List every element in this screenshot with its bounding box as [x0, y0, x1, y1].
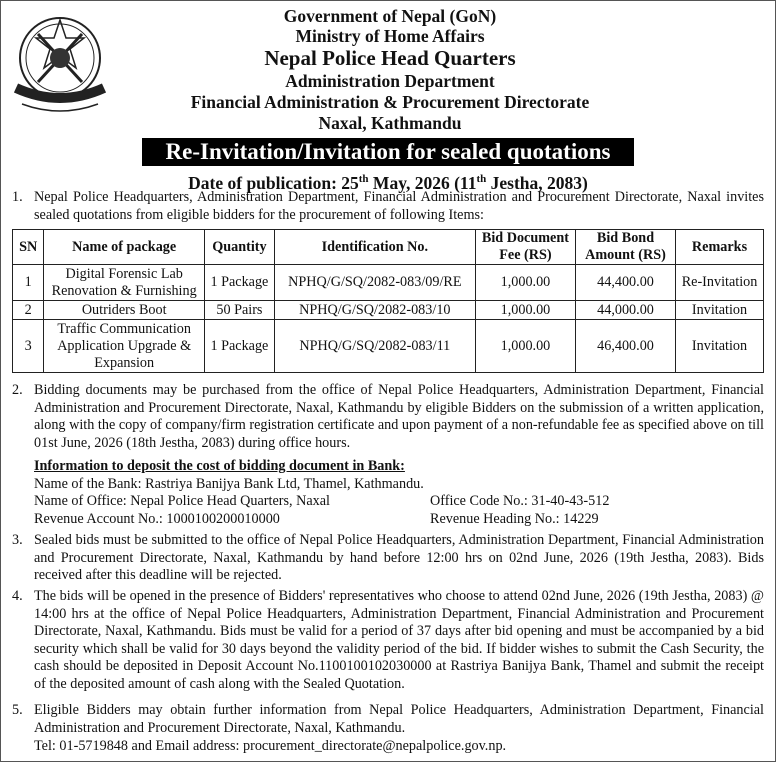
- item-3-text: Sealed bids must be submitted to the office of Nepal Police Headquarters, Administration Department, Financial Administration and Procurement Directorate, Naxal, Kathmandu by hand before 12:00 hrs on 02nd June, 2026 (19th Jestha, 2083). Bids received after this deadline will be rejected.: [34, 532, 764, 584]
- cell-id: NPHQ/G/SQ/2082-083/09/RE: [274, 265, 475, 301]
- revenue-account: Revenue Account No.: 1000100200010000: [34, 510, 280, 527]
- col-name: Name of package: [44, 230, 205, 265]
- cell-name: Digital Forensic Lab Renovation & Furnishing: [44, 265, 205, 301]
- item-number: 3.: [12, 532, 23, 548]
- cell-qty: 50 Pairs: [205, 301, 275, 320]
- item-number: 4.: [12, 588, 23, 604]
- cell-name: Traffic Communication Application Upgrade & Expansion: [44, 320, 205, 373]
- cell-id: NPHQ/G/SQ/2082-083/10: [274, 301, 475, 320]
- cell-bond: 44,000.00: [575, 301, 675, 320]
- item-1-text: Nepal Police Headquarters, Administration Department, Financial Administration and Procurement Directorate, Naxal invites sealed quotations from eligible bidders for the procurement of following Items:: [34, 189, 764, 223]
- col-bond: Bid Bond Amount (RS): [575, 230, 675, 265]
- item-number: 2.: [12, 382, 23, 398]
- department-name: Administration Department: [285, 71, 495, 91]
- cell-sn: 1: [13, 265, 44, 301]
- bank-name: Name of the Bank: Rastriya Banijya Bank Ltd, Thamel, Kathmandu.: [34, 475, 424, 492]
- cell-bond: 44,400.00: [575, 265, 675, 301]
- directorate-name: Financial Administration & Procurement Directorate: [190, 92, 590, 112]
- cell-fee: 1,000.00: [475, 301, 575, 320]
- quotation-table: [12, 229, 764, 373]
- address: Naxal, Kathmandu: [318, 113, 462, 133]
- cell-qty: 1 Package: [205, 320, 275, 373]
- organization-name: Nepal Police Head Quarters: [264, 46, 516, 70]
- letterhead: [150, 6, 630, 134]
- bank-row: [34, 511, 764, 529]
- nepal-police-emblem-icon: [8, 8, 112, 116]
- col-fee: Bid Document Fee (RS): [475, 230, 575, 265]
- cell-sn: 3: [13, 320, 44, 373]
- table-row: [13, 320, 764, 373]
- cell-qty: 1 Package: [205, 265, 275, 301]
- cell-remarks: Re-Invitation: [676, 265, 764, 301]
- col-remarks: Remarks: [676, 230, 764, 265]
- item-number: 5.: [12, 702, 23, 718]
- cell-fee: 1,000.00: [475, 320, 575, 373]
- revenue-heading: Revenue Heading No.: 14229: [430, 510, 599, 527]
- cell-name: Outriders Boot: [44, 301, 205, 320]
- table-row: [13, 301, 764, 320]
- table-row: [13, 265, 764, 301]
- notice-title: Re-Invitation/Invitation for sealed quotations: [142, 138, 634, 166]
- government-name: Government of Nepal (GoN): [283, 6, 497, 26]
- publication-date: Date of publication: 25th May, 2026 (11th Jestha, 2083): [188, 172, 588, 193]
- col-id: Identification No.: [274, 230, 475, 265]
- item-5-text: Eligible Bidders may obtain further information from Nepal Police Headquarters, Administration Department, Financial Administration and Procurement Directorate, Naxal, Kathmandu.: [34, 702, 764, 736]
- bank-row: [34, 493, 764, 511]
- cell-remarks: Invitation: [676, 320, 764, 373]
- col-sn: SN: [13, 230, 44, 265]
- ministry-name: Ministry of Home Affairs: [295, 26, 485, 46]
- cell-fee: 1,000.00: [475, 265, 575, 301]
- col-qty: Quantity: [205, 230, 275, 265]
- contact-info: Tel: 01-5719848 and Email address: procurement_directorate@nepalpolice.gov.np.: [34, 738, 507, 754]
- office-name: Name of Office: Nepal Police Head Quarters, Naxal: [34, 493, 330, 510]
- cell-id: NPHQ/G/SQ/2082-083/11: [274, 320, 475, 373]
- cell-sn: 2: [13, 301, 44, 320]
- item-number: 1.: [12, 189, 23, 205]
- item-4-text: The bids will be opened in the presence of Bidders' representatives who choose to attend 02nd June, 2026 (19th Jestha, 2083) @ 14:00 hrs at the office of Nepal Police Headquarters, Administration Department, Financial Administration and Procurement Directorate, Naxal, Kathmandu. Bids must be valid for a period of 37 days after bid opening and must be accompanied by a bid security which shall be valid for 30 days beyond the validity period of the bid. If bidder wishes to submit the Cash Security, the cash should be deposited in Deposit Account No.1100100102030000 at Rastriya Banijya Bank, Thamel and submit the receipt of the deposited amount of cash along with the Sealed Quotation.: [34, 588, 764, 692]
- bank-info: [34, 458, 764, 528]
- bank-info-heading: Information to deposit the cost of bidding document in Bank:: [34, 458, 405, 474]
- cell-remarks: Invitation: [676, 301, 764, 320]
- cell-bond: 46,400.00: [575, 320, 675, 373]
- table-header-row: [13, 230, 764, 265]
- office-code: Office Code No.: 31-40-43-512: [430, 493, 610, 510]
- item-2-text: Bidding documents may be purchased from the office of Nepal Police Headquarters, Administration Department, Financial Administration and Procurement Directorate, Naxal, Kathmandu by eligible Bidders on the submission of a written application, along with the copy of company/firm registration certificate and upon payment of a non-refundable fee as specified above on till 01st June, 2026 (18th Jestha, 2083) during office hours.: [34, 382, 764, 451]
